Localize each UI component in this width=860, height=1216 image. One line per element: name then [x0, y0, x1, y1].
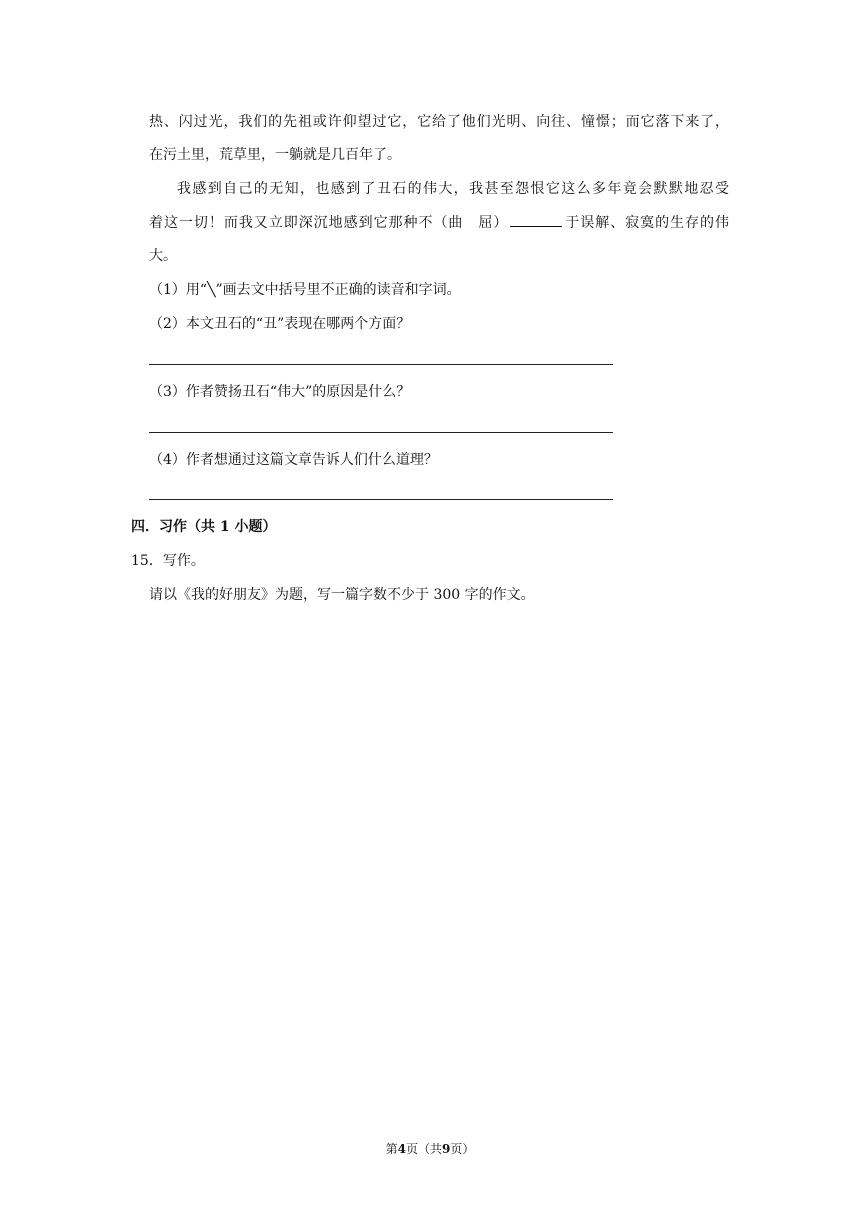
- page-footer: [0, 1140, 860, 1157]
- passage-line-3: 我感到自己的无知，也感到了丑石的伟大，我甚至怨恨它这么多年竟会默默地忍受: [177, 181, 729, 197]
- footer-middle: 页（共: [405, 1142, 442, 1156]
- answer-line-2: [149, 364, 613, 365]
- footer-page-number: 4: [397, 1142, 406, 1156]
- question-2: （2）本文丑石的“丑”表现在哪两个方面？: [149, 316, 411, 332]
- footer-total-pages: 9: [442, 1142, 451, 1156]
- question-1: （1）用“╲”画去文中括号里不正确的读音和字词。: [149, 282, 461, 298]
- passage-line-5: 大。: [149, 248, 177, 264]
- footer-suffix: 页）: [450, 1142, 475, 1156]
- passage-line-2: 在污土里，荒草里，一躺就是几百年了。: [149, 147, 401, 163]
- answer-line-4: [149, 499, 613, 500]
- question-4: （4）作者想通过这篇文章告诉人们什么道理？: [149, 452, 438, 468]
- passage-line-4-after: 于误解、寂寞的生存的伟: [564, 215, 730, 231]
- footer-prefix: 第: [385, 1142, 398, 1156]
- answer-line-3: [149, 432, 613, 433]
- writing-prompt: 请以《我的好朋友》为题，写一篇字数不少于 300 字的作文。: [149, 587, 535, 603]
- passage-line-4-before: 着这一切！而我又立即深沉地感到它那种不（曲 屈）: [149, 215, 509, 231]
- fill-in-blank: [510, 212, 562, 227]
- passage-line-1: 热、闪过光，我们的先祖或许仰望过它，它给了他们光明、向往、憧憬；而它落下来了，: [149, 114, 729, 130]
- item-15-title: 15．写作。: [131, 553, 205, 569]
- section-heading: 四．习作（共 1 小题）: [131, 519, 277, 535]
- passage-line-4: [149, 212, 729, 233]
- question-3: （3）作者赞扬丑石“伟大”的原因是什么？: [149, 384, 411, 400]
